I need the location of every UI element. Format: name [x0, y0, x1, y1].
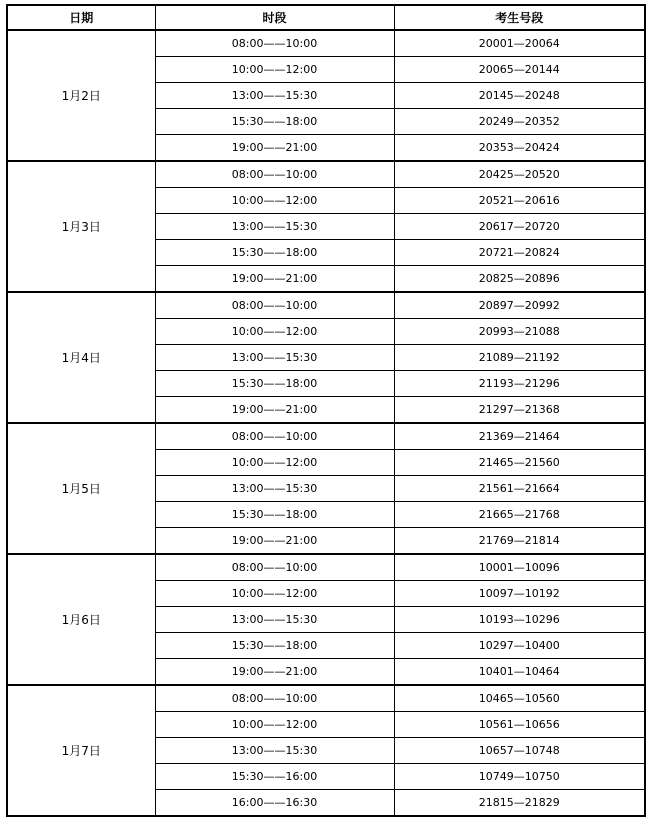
date-group — [7, 554, 645, 685]
table-row — [7, 685, 645, 712]
time-slot-cell: 10:00——12:00 — [155, 450, 394, 476]
time-slot-cell: 15:30——18:00 — [155, 633, 394, 659]
candidate-range-cell: 10297—10400 — [394, 633, 645, 659]
candidate-range-cell: 10749—10750 — [394, 764, 645, 790]
time-slot-cell: 19:00——21:00 — [155, 659, 394, 686]
time-slot-cell: 13:00——15:30 — [155, 476, 394, 502]
table-row — [7, 423, 645, 450]
header-time-slot: 时段 — [155, 5, 394, 30]
time-slot-cell: 15:30——16:00 — [155, 764, 394, 790]
candidate-range-cell: 21369—21464 — [394, 423, 645, 450]
exam-schedule-table — [6, 4, 646, 817]
header-candidate-range: 考生号段 — [394, 5, 645, 30]
time-slot-cell: 10:00——12:00 — [155, 712, 394, 738]
table-row — [7, 292, 645, 319]
date-group — [7, 30, 645, 161]
time-slot-cell: 13:00——15:30 — [155, 345, 394, 371]
table-row — [7, 161, 645, 188]
time-slot-cell: 15:30——18:00 — [155, 371, 394, 397]
candidate-range-cell: 20897—20992 — [394, 292, 645, 319]
candidate-range-cell: 20001—20064 — [394, 30, 645, 57]
candidate-range-cell: 21089—21192 — [394, 345, 645, 371]
time-slot-cell: 08:00——10:00 — [155, 30, 394, 57]
candidate-range-cell: 21193—21296 — [394, 371, 645, 397]
time-slot-cell: 08:00——10:00 — [155, 292, 394, 319]
candidate-range-cell: 10657—10748 — [394, 738, 645, 764]
time-slot-cell: 10:00——12:00 — [155, 57, 394, 83]
table-row — [7, 30, 645, 57]
table-row — [7, 554, 645, 581]
header-date: 日期 — [7, 5, 155, 30]
time-slot-cell: 15:30——18:00 — [155, 502, 394, 528]
header-row — [7, 5, 645, 30]
date-group — [7, 685, 645, 816]
candidate-range-cell: 10561—10656 — [394, 712, 645, 738]
candidate-range-cell: 20617—20720 — [394, 214, 645, 240]
candidate-range-cell: 20721—20824 — [394, 240, 645, 266]
candidate-range-cell: 21561—21664 — [394, 476, 645, 502]
time-slot-cell: 19:00——21:00 — [155, 528, 394, 555]
candidate-range-cell: 20521—20616 — [394, 188, 645, 214]
candidate-range-cell: 10097—10192 — [394, 581, 645, 607]
time-slot-cell: 19:00——21:00 — [155, 397, 394, 424]
candidate-range-cell: 10401—10464 — [394, 659, 645, 686]
date-group — [7, 292, 645, 423]
date-group — [7, 161, 645, 292]
time-slot-cell: 13:00——15:30 — [155, 607, 394, 633]
candidate-range-cell: 20425—20520 — [394, 161, 645, 188]
time-slot-cell: 13:00——15:30 — [155, 738, 394, 764]
time-slot-cell: 08:00——10:00 — [155, 161, 394, 188]
time-slot-cell: 10:00——12:00 — [155, 188, 394, 214]
time-slot-cell: 15:30——18:00 — [155, 240, 394, 266]
time-slot-cell: 13:00——15:30 — [155, 83, 394, 109]
candidate-range-cell: 20353—20424 — [394, 135, 645, 162]
time-slot-cell: 08:00——10:00 — [155, 554, 394, 581]
date-cell: 1月2日 — [7, 30, 155, 161]
candidate-range-cell: 10001—10096 — [394, 554, 645, 581]
candidate-range-cell: 20825—20896 — [394, 266, 645, 293]
time-slot-cell: 13:00——15:30 — [155, 214, 394, 240]
candidate-range-cell: 20065—20144 — [394, 57, 645, 83]
candidate-range-cell: 10465—10560 — [394, 685, 645, 712]
date-cell: 1月5日 — [7, 423, 155, 554]
time-slot-cell: 08:00——10:00 — [155, 423, 394, 450]
candidate-range-cell: 20249—20352 — [394, 109, 645, 135]
date-group — [7, 423, 645, 554]
candidate-range-cell: 21665—21768 — [394, 502, 645, 528]
candidate-range-cell: 21465—21560 — [394, 450, 645, 476]
time-slot-cell: 08:00——10:00 — [155, 685, 394, 712]
time-slot-cell: 10:00——12:00 — [155, 581, 394, 607]
table-header — [7, 5, 645, 30]
candidate-range-cell: 20145—20248 — [394, 83, 645, 109]
time-slot-cell: 15:30——18:00 — [155, 109, 394, 135]
date-cell: 1月7日 — [7, 685, 155, 816]
candidate-range-cell: 21815—21829 — [394, 790, 645, 817]
time-slot-cell: 10:00——12:00 — [155, 319, 394, 345]
candidate-range-cell: 10193—10296 — [394, 607, 645, 633]
date-cell: 1月4日 — [7, 292, 155, 423]
candidate-range-cell: 20993—21088 — [394, 319, 645, 345]
date-cell: 1月6日 — [7, 554, 155, 685]
time-slot-cell: 16:00——16:30 — [155, 790, 394, 817]
time-slot-cell: 19:00——21:00 — [155, 266, 394, 293]
candidate-range-cell: 21297—21368 — [394, 397, 645, 424]
time-slot-cell: 19:00——21:00 — [155, 135, 394, 162]
date-cell: 1月3日 — [7, 161, 155, 292]
candidate-range-cell: 21769—21814 — [394, 528, 645, 555]
